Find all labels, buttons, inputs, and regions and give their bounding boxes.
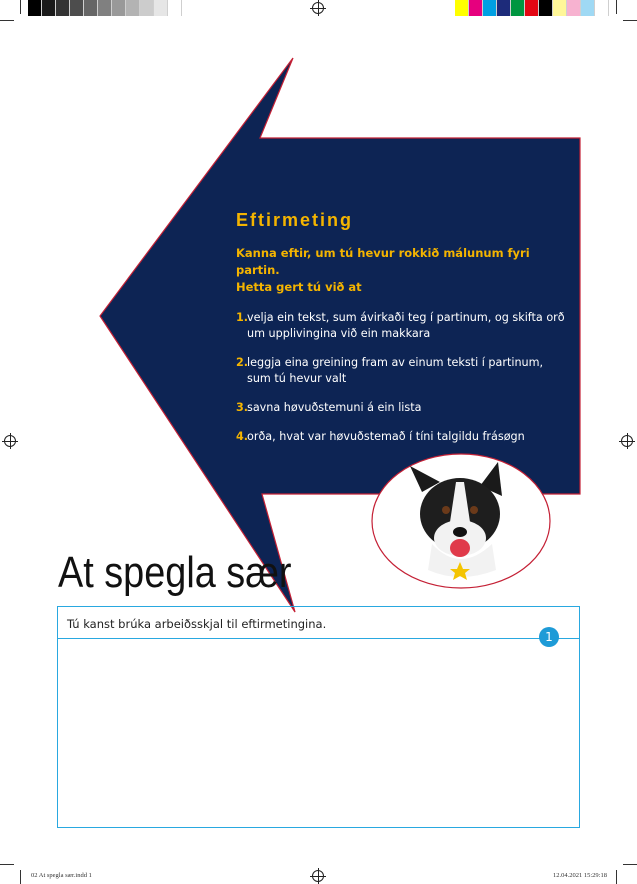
- worksheet-box: [57, 606, 580, 828]
- step-number: 4.: [236, 430, 249, 443]
- crop-mark: [623, 864, 637, 865]
- evaluation-box: [236, 210, 566, 458]
- registration-mark-bottom: [312, 870, 324, 882]
- evaluation-title: Eftirmeting: [236, 210, 354, 230]
- crop-mark: [0, 864, 14, 865]
- step-item: [236, 429, 566, 445]
- evaluation-intro: [236, 245, 566, 296]
- slug-filename: 02 At spegla sær.indd 1: [31, 872, 92, 879]
- step-number: 3.: [236, 401, 249, 414]
- step-text: orða, hvat var høvuðstemað í tíni talgildu frásøgn: [247, 430, 525, 443]
- worksheet-number-badge: 1: [539, 627, 559, 647]
- crop-mark: [20, 870, 21, 884]
- crop-mark: [616, 870, 617, 884]
- step-text: leggja eina greining fram av einum teksti í partinum, sum tú hevur valt: [247, 356, 544, 385]
- step-item: [236, 400, 566, 416]
- worksheet-instruction: Tú kanst brúka arbeiðsskjal til eftirmetingina.: [58, 607, 579, 639]
- step-number: 1.: [236, 311, 249, 324]
- step-item: [236, 355, 566, 387]
- page-title: At spegla sær: [58, 548, 292, 597]
- step-text: savna høvuðstemuni á ein lista: [247, 401, 422, 414]
- evaluation-intro-line2: Hetta gert tú við at: [236, 280, 362, 294]
- evaluation-intro-line1: Kanna eftir, um tú hevur rokkið málunum fyri partin.: [236, 246, 530, 277]
- step-text: velja ein tekst, sum ávirkaði teg í partinum, og skifta orð um upplivingina við ein makkara: [247, 311, 565, 340]
- evaluation-steps: [236, 310, 566, 445]
- slug-timestamp: 12.04.2021 15:29:18: [553, 872, 607, 879]
- step-number: 2.: [236, 356, 249, 369]
- dog-illustration: [370, 452, 552, 590]
- step-item: [236, 310, 566, 342]
